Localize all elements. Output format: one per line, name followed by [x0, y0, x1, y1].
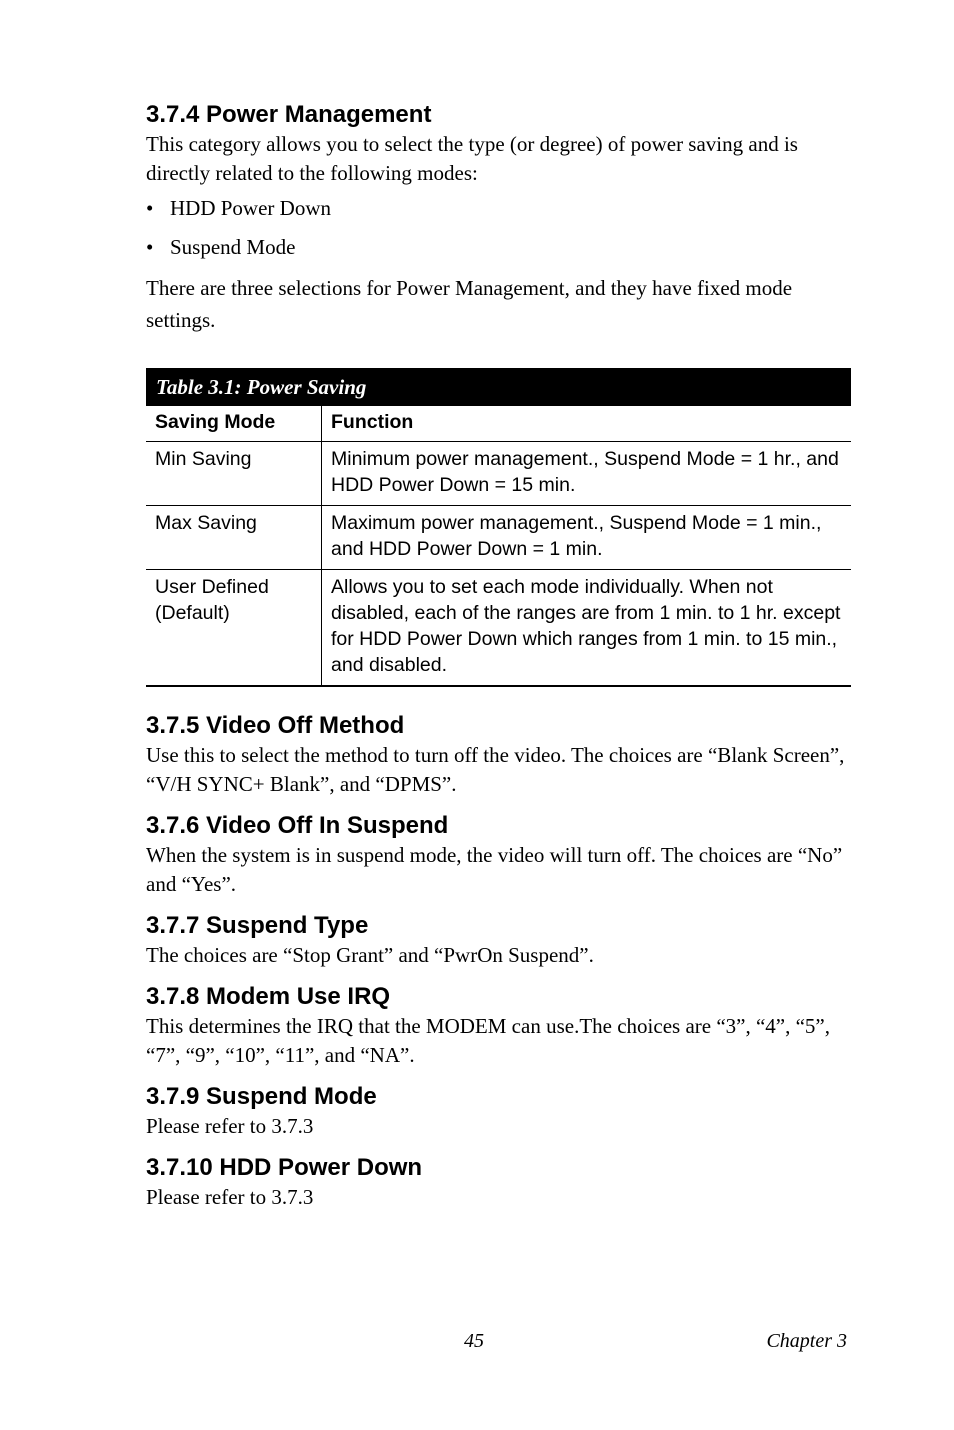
- section-heading: 3.7.8 Modem Use IRQ: [146, 983, 391, 1010]
- mode-list: [146, 194, 851, 262]
- section-power-management: [146, 100, 851, 336]
- column-header: Saving Mode: [146, 406, 322, 442]
- section-text: This determines the IRQ that the MODEM can use.The choices are “3”, “4”, “5”, “7”, “9”, “10”, “11”, and “NA”.: [146, 1014, 830, 1067]
- section-heading: 3.7.4 Power Management: [146, 101, 432, 128]
- column-header: Function: [322, 406, 852, 442]
- section-text: Use this to select the method to turn off the video. The choices are “Blank Screen”, “V/H SYNC+ Blank”, and “DPMS”.: [146, 743, 845, 796]
- chapter-label: Chapter 3: [766, 1330, 847, 1352]
- section-text: Please refer to 3.7.3: [146, 1185, 314, 1209]
- bullet-icon: •: [146, 235, 154, 259]
- section-heading: 3.7.9 Suspend Mode: [146, 1083, 377, 1110]
- section-text: There are three selections for Power Management, and they have fixed mode settings.: [146, 276, 793, 332]
- table-cell: Allows you to set each mode individually. When not disabled, each of the ranges are from 1 min. to 1 hr. except for HDD Power Down which ranges from 1 min. to 15 min., and disabled.: [322, 570, 852, 687]
- section-hdd-power-down: [146, 1153, 851, 1212]
- bullet-icon: •: [146, 196, 154, 220]
- list-item: • Suspend Mode: [146, 233, 851, 262]
- section-text: This category allows you to select the type (or degree) of power saving and is directly related to the following modes:: [146, 132, 798, 185]
- document-page: [146, 100, 851, 1212]
- table-cell: User Defined (Default): [146, 570, 322, 687]
- table-cell: Minimum power management., Suspend Mode = 1 hr., and HDD Power Down = 15 min.: [322, 442, 852, 506]
- section-heading: 3.7.6 Video Off In Suspend: [146, 812, 449, 839]
- section-heading: 3.7.7 Suspend Type: [146, 912, 369, 939]
- power-saving-table: [146, 368, 851, 687]
- table-cell: Maximum power management., Suspend Mode = 1 min., and HDD Power Down = 1 min.: [322, 506, 852, 570]
- table-cell: Min Saving: [146, 442, 322, 506]
- table-row: [146, 506, 851, 570]
- table-cell: Max Saving: [146, 506, 322, 570]
- table-header-row: [146, 406, 851, 442]
- section-suspend-type: [146, 911, 851, 970]
- section-video-off-in-suspend: [146, 811, 851, 899]
- table-row: [146, 570, 851, 687]
- section-modem-use-irq: [146, 982, 851, 1070]
- section-video-off-method: [146, 711, 851, 799]
- list-item: • HDD Power Down: [146, 194, 851, 223]
- section-text: Please refer to 3.7.3: [146, 1114, 314, 1138]
- section-heading: 3.7.10 HDD Power Down: [146, 1154, 423, 1181]
- section-text: The choices are “Stop Grant” and “PwrOn Suspend”.: [146, 943, 594, 967]
- page-number: 45: [464, 1330, 484, 1352]
- section-heading: 3.7.5 Video Off Method: [146, 712, 405, 739]
- table-row: [146, 442, 851, 506]
- table-caption: Table 3.1: Power Saving: [146, 368, 851, 406]
- section-text: When the system is in suspend mode, the video will turn off. The choices are “No” and “Yes”.: [146, 843, 843, 896]
- section-suspend-mode: [146, 1082, 851, 1141]
